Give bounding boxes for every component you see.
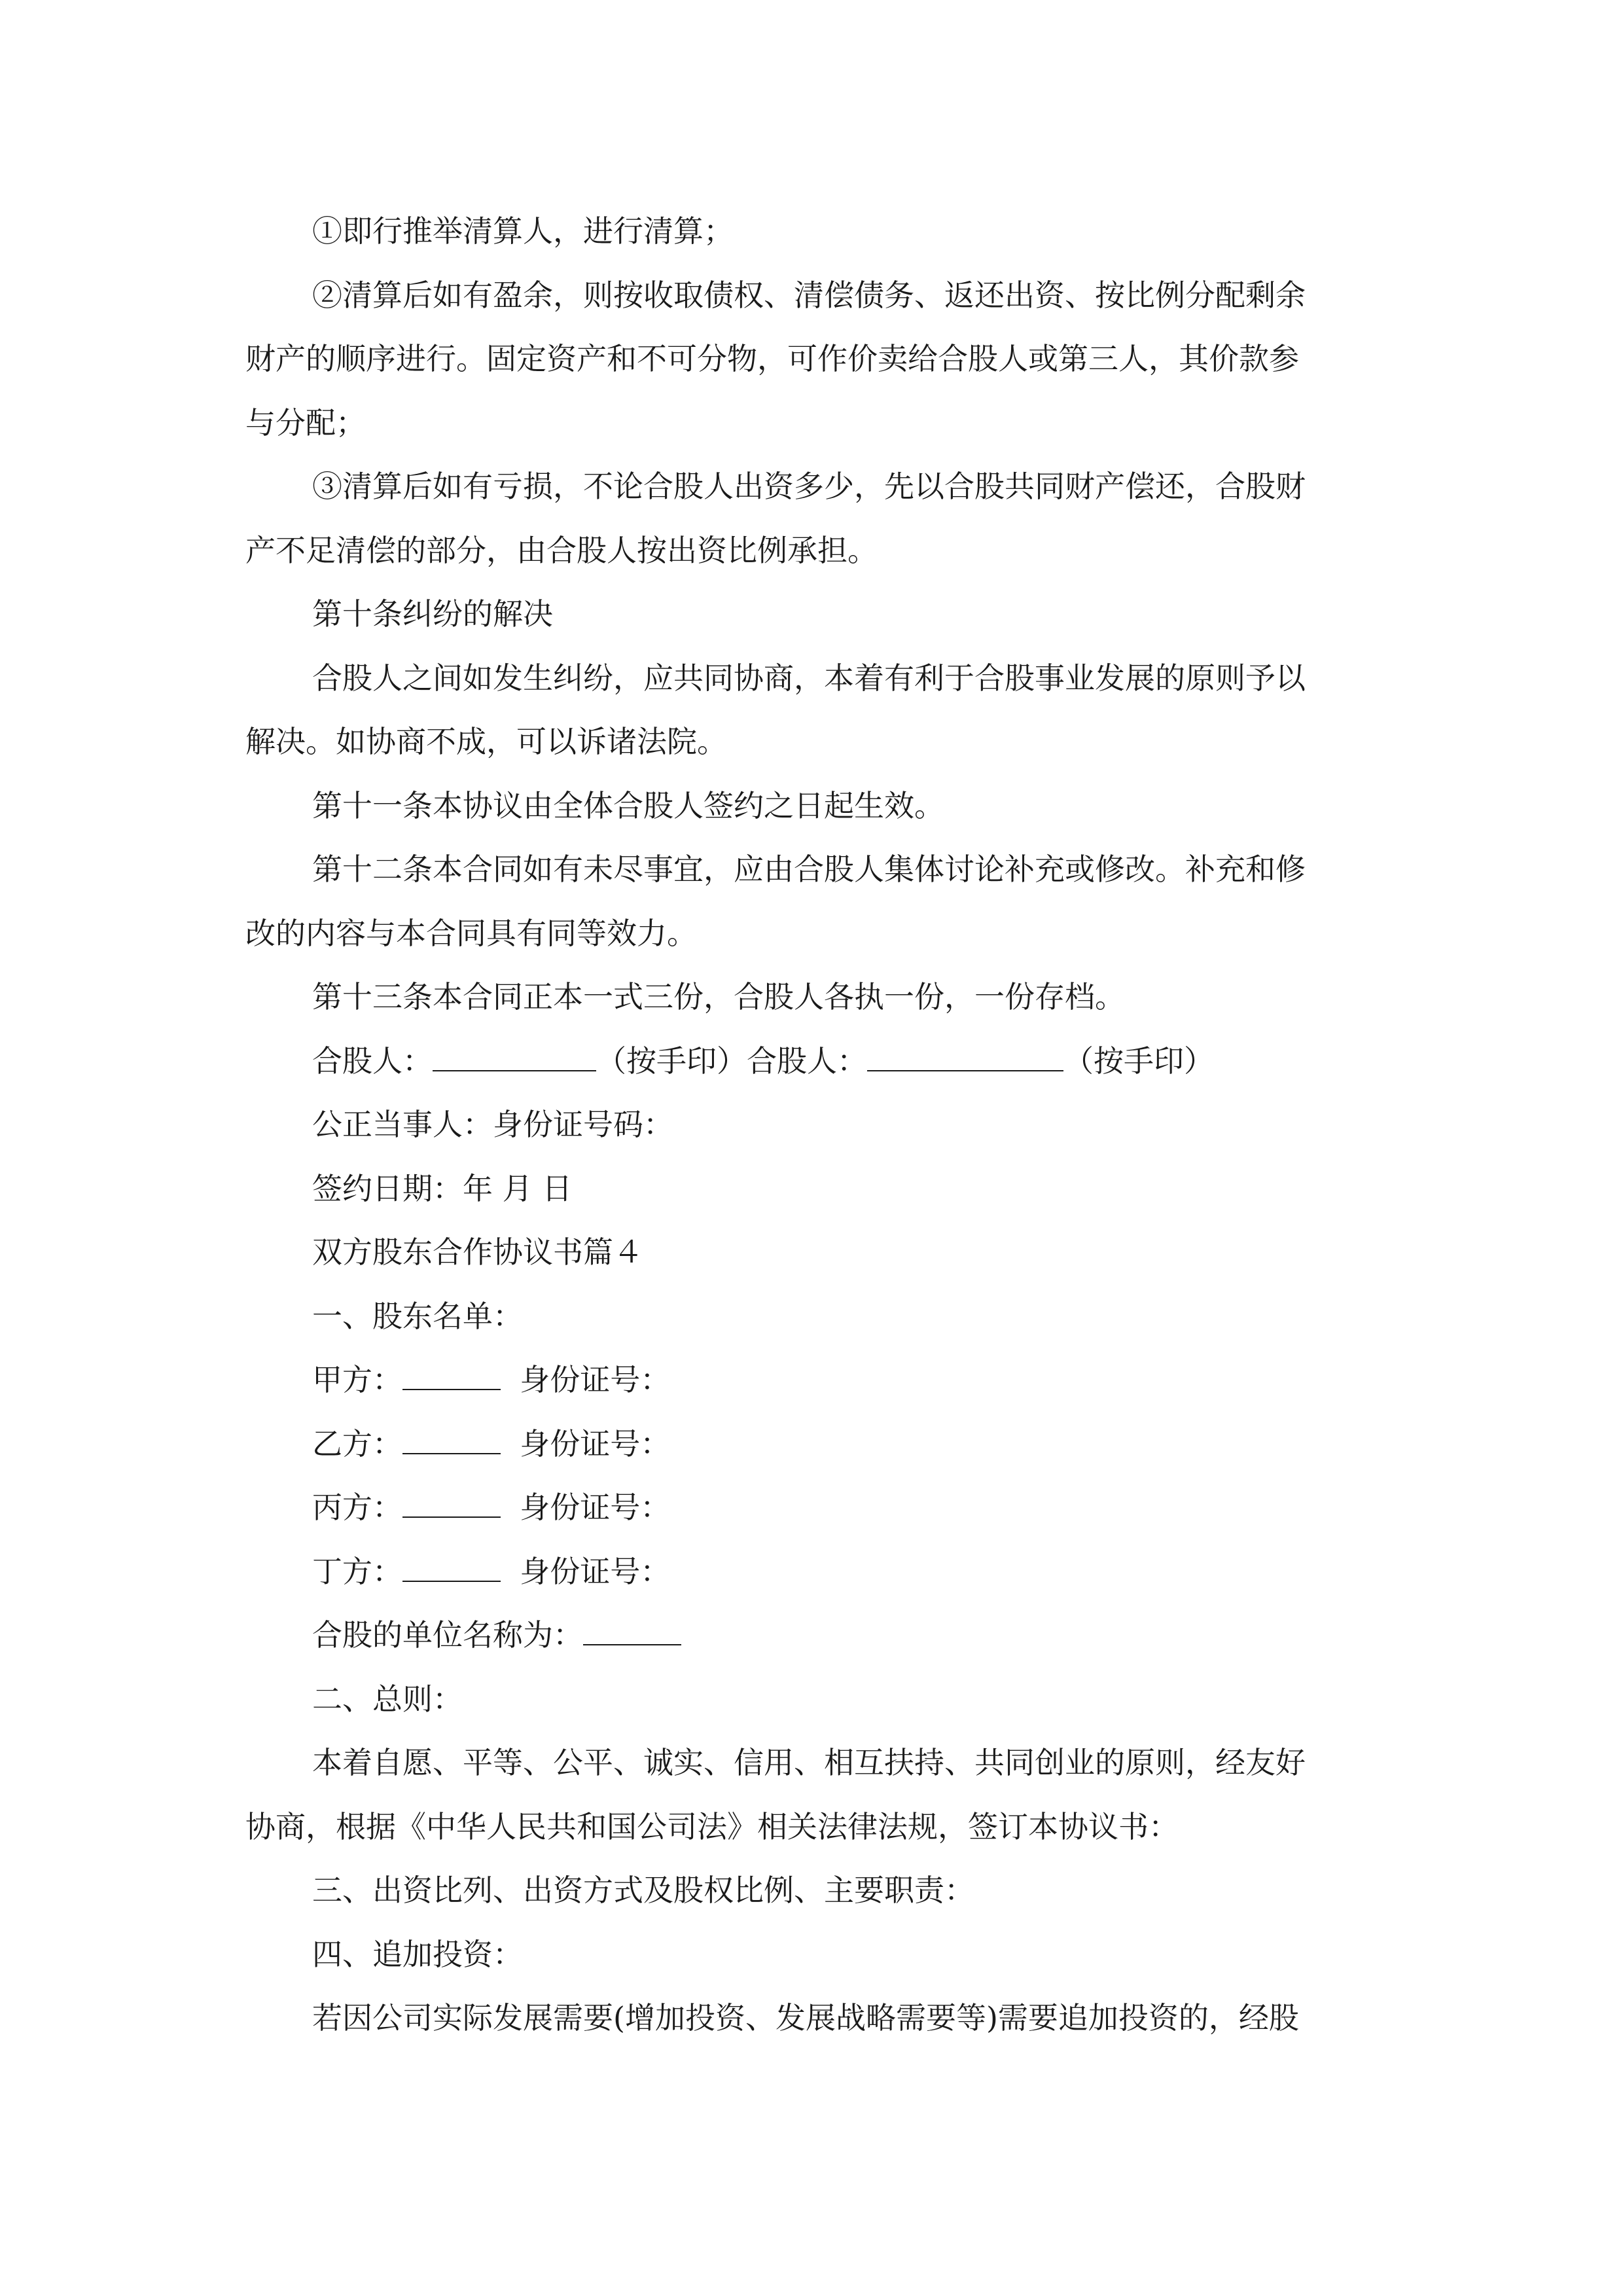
- shareholder-id-label: 身份证号：: [520, 1490, 671, 1525]
- shareholder-row: [245, 1412, 1376, 1477]
- investment-heading: 四、追加投资：: [312, 1936, 523, 1972]
- shareholder-name-blank: [402, 1554, 501, 1582]
- liquidation-item-2-line-2: 财产的顺序进行。固定资产和不可分物，可作价卖给合股人或第三人，其价款参: [245, 341, 1299, 376]
- article-10-body-line-2: 解决。如协商不成，可以诉诸法院。: [245, 724, 727, 759]
- capital-heading: 三、出资比列、出资方式及股权比例、主要职责：: [312, 1873, 974, 1908]
- article-12-line-2: 改的内容与本合同具有同等效力。: [245, 915, 697, 951]
- general-body-line-1: 本着自愿、平等、公平、诚实、信用、相互扶持、共同创业的原则，经友好: [312, 1745, 1306, 1780]
- article-11: 第十一条本协议由全体合股人签约之日起生效。: [312, 787, 944, 823]
- signature-line: [245, 1030, 1376, 1094]
- shareholder-row: [245, 1540, 1376, 1604]
- article-13: 第十三条本合同正本一式三份，合股人各执一份，一份存档。: [312, 979, 1125, 1014]
- section-4-title: 双方股东合作协议书篇４: [312, 1234, 643, 1270]
- shareholder-id-label: 身份证号：: [520, 1553, 671, 1589]
- article-10-body-line-1: 合股人之间如发生纠纷，应共同协商，本着有利于合股事业发展的原则予以: [312, 660, 1306, 696]
- shareholder-label: 丁方：: [312, 1553, 402, 1589]
- partner-2-blank: [867, 1044, 1063, 1071]
- shareholder-list-heading: 一、股东名单：: [312, 1298, 523, 1334]
- unit-name-line: [245, 1604, 1376, 1668]
- document-body: [245, 200, 1376, 2051]
- shareholder-id-label: 身份证号：: [520, 1426, 671, 1462]
- shareholder-label: 甲方：: [312, 1362, 402, 1397]
- sign-date-line: 签约日期：年 月 日: [312, 1170, 573, 1206]
- thumbprint-label-2: （按手印）: [1063, 1043, 1214, 1079]
- liquidation-item-1: ①即行推举清算人，进行清算；: [312, 213, 734, 249]
- article-10-heading: 第十条纠纷的解决: [312, 596, 553, 632]
- investment-body-line-1: 若因公司实际发展需要(增加投资、发展战略需要等)需要追加投资的，经股: [312, 2000, 1299, 2036]
- unit-name-label: 合股的单位名称为：: [312, 1617, 583, 1653]
- liquidation-item-2-line-1: ②清算后如有盈余，则按收取债权、清偿债务、返还出资、按比例分配剩余: [312, 277, 1306, 313]
- shareholder-name-blank: [402, 1363, 501, 1390]
- shareholder-id-label: 身份证号：: [520, 1362, 671, 1397]
- partner-1-blank: [433, 1044, 596, 1071]
- notary-line: 公正当事人：身份证号码：: [312, 1107, 673, 1142]
- partner-label-1: 合股人：: [312, 1043, 433, 1079]
- liquidation-item-3-line-2: 产不足清偿的部分，由合股人按出资比例承担。: [245, 532, 878, 568]
- shareholder-name-blank: [402, 1490, 501, 1518]
- shareholder-row: [245, 1476, 1376, 1540]
- general-heading: 二、总则：: [312, 1681, 463, 1717]
- general-body-line-2: 协商，根据《中华人民共和国公司法》相关法律法规，签订本协议书：: [245, 1808, 1179, 1844]
- liquidation-item-3-line-1: ③清算后如有亏损，不论合股人出资多少，先以合股共同财产偿还，合股财: [312, 469, 1306, 504]
- liquidation-item-2-line-3: 与分配；: [245, 404, 366, 440]
- thumbprint-label-1: （按手印）合股人：: [596, 1043, 867, 1079]
- shareholder-name-blank: [402, 1427, 501, 1454]
- unit-name-blank: [583, 1618, 681, 1645]
- shareholder-label: 丙方：: [312, 1490, 402, 1525]
- shareholder-label: 乙方：: [312, 1426, 402, 1462]
- article-12-line-1: 第十二条本合同如有未尽事宜，应由合股人集体讨论补充或修改。补充和修: [312, 852, 1306, 887]
- shareholder-row: [245, 1348, 1376, 1412]
